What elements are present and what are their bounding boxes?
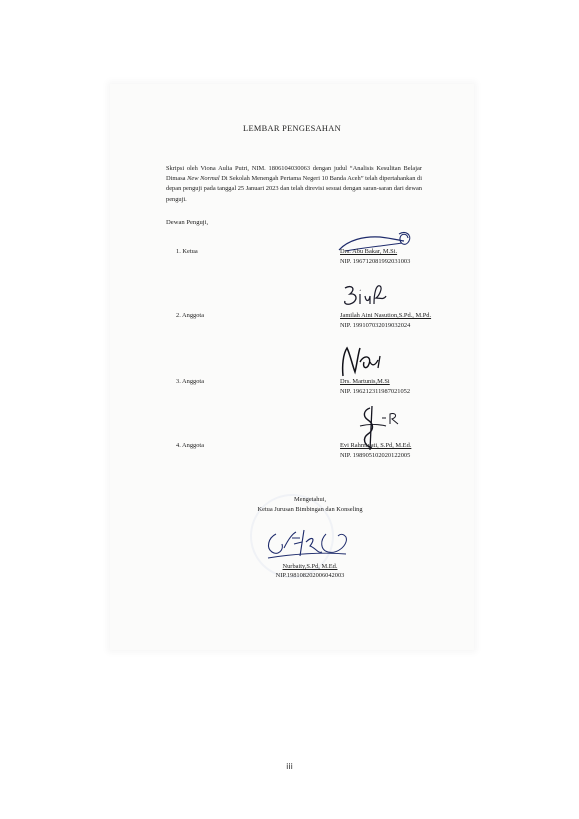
approval-known: Mengetahui, bbox=[293, 496, 327, 503]
examiner-3-name: Drs. Martunis,M.Si bbox=[340, 378, 390, 385]
examiner-4-name: Evi Rahmiyati, S.Pd, M.Ed. bbox=[340, 442, 412, 449]
examiner-2-role: 2. Anggota bbox=[176, 312, 205, 319]
document-title: LEMBAR PENGESAHAN bbox=[243, 124, 341, 133]
examiner-2-nip: NIP. 199107032019032024 bbox=[340, 322, 411, 329]
examiner-2-signature bbox=[342, 282, 392, 312]
examiner-2-name: Jamilah Aini Nasution,S.Pd., M.Pd. bbox=[340, 312, 432, 319]
examiner-3-nip: NIP. 196212311987021052 bbox=[340, 388, 411, 395]
department-head-name: Nurbaity,S.Pd, M.Ed. bbox=[282, 563, 338, 570]
examiner-1-name: Drs. Abu Bakar, M.Si. bbox=[340, 248, 398, 255]
approval-position: Ketua Jurusan Bimbingan dan Konseling bbox=[257, 506, 363, 513]
examiner-1-nip: NIP. 196712081992031003 bbox=[340, 258, 411, 265]
approval-statement bbox=[166, 164, 422, 205]
statement-part-1: Skripsi oleh Viona Aulia Putri, NIM. 1806104030063 dengan judul “Analisis Kesulitan Belajar Dimasa bbox=[166, 165, 422, 183]
statement-part-2: Di Sekolah Menengah Pertama Negeri 10 Banda Aceh” telah dipertahankan di depan penguji pada tanggal 25 Januari 2023 dan telah direvisi sesuai dengan saran-saran dari dewan penguji. bbox=[166, 175, 422, 203]
examiner-3-role: 3. Anggota bbox=[176, 378, 205, 385]
page-number: iii bbox=[286, 762, 293, 771]
examiner-1-role: 1. Ketua bbox=[176, 248, 198, 255]
department-head-nip: NIP.198108202006042003 bbox=[275, 572, 345, 579]
department-head-signature bbox=[262, 524, 352, 564]
examiner-3-signature bbox=[338, 342, 388, 380]
board-label: Dewan Penguji, bbox=[166, 219, 209, 226]
statement-emphasis: New Normal bbox=[187, 175, 220, 183]
examiner-4-role: 4. Anggota bbox=[176, 442, 205, 449]
examiner-4-nip: NIP. 198905102020122005 bbox=[340, 452, 411, 459]
